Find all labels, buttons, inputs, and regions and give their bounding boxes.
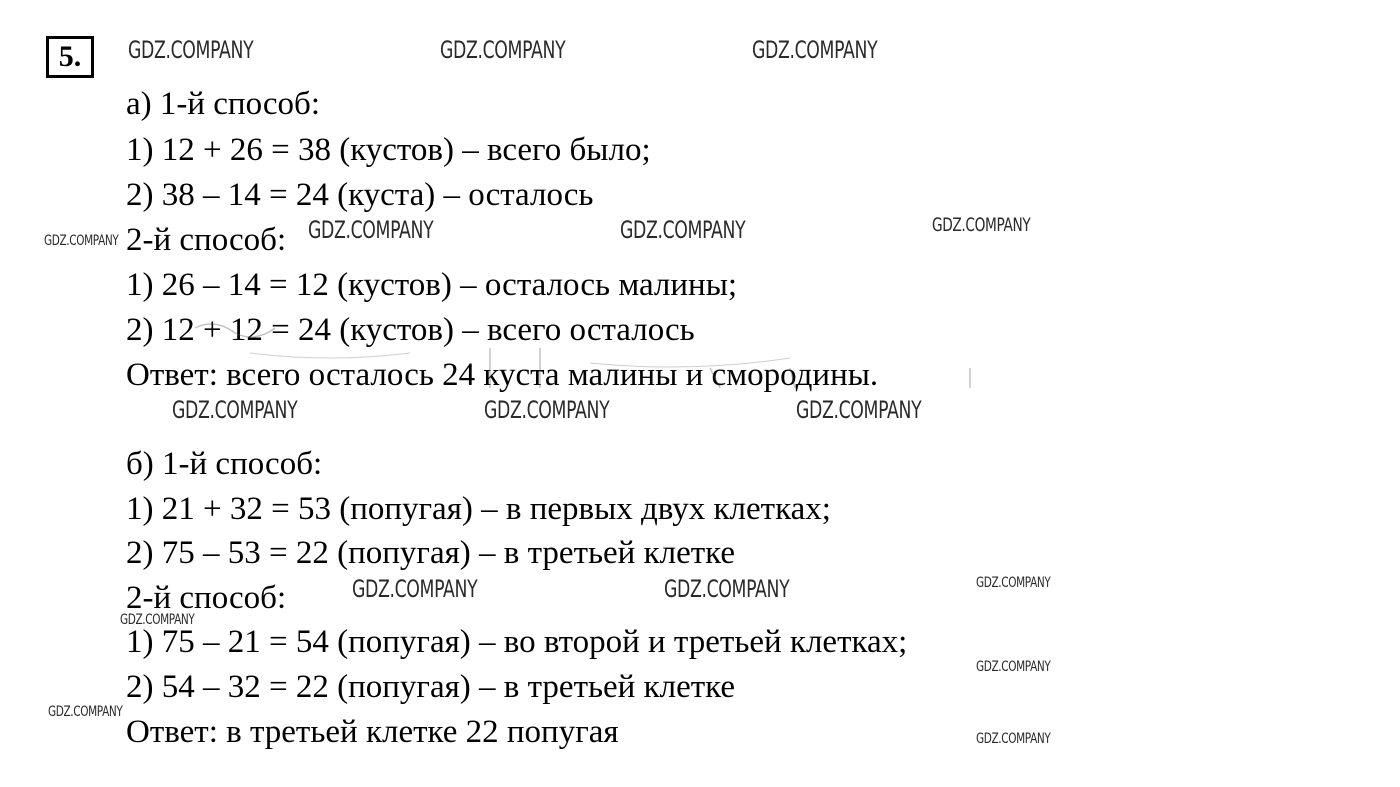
part-a-method2-step1: 1) 26 – 14 = 12 (кустов) – осталось малины;: [126, 267, 738, 303]
watermark: GDZ.COMPANY: [484, 396, 610, 424]
part-a-method2-step2: 2) 12 + 12 = 24 (кустов) – всего осталось: [126, 312, 695, 348]
part-a-method1-step2: 2) 38 – 14 = 24 (куста) – осталось: [126, 177, 594, 213]
part-a-method1-header: а) 1-й способ:: [126, 86, 321, 122]
watermark: GDZ.COMPANY: [664, 575, 790, 603]
watermark: GDZ.COMPANY: [620, 216, 746, 244]
part-b-method2-step1: 1) 75 – 21 = 54 (попугая) – во второй и третьей клетках;: [126, 624, 908, 660]
handwriting-ghost: [190, 308, 980, 388]
watermark: GDZ.COMPANY: [796, 396, 922, 424]
part-a-method2-header: 2-й способ:: [126, 222, 287, 258]
part-b-method2-header: 2-й способ:: [126, 580, 287, 616]
watermark: GDZ.COMPANY: [976, 575, 1051, 591]
part-b-answer: Ответ: в третьей клетке 22 попугая: [126, 714, 619, 750]
watermark: GDZ.COMPANY: [932, 214, 1031, 236]
part-b-method1-header: б) 1-й способ:: [126, 446, 323, 482]
watermark: GDZ.COMPANY: [976, 659, 1051, 675]
watermark: GDZ.COMPANY: [44, 233, 119, 249]
watermark: GDZ.COMPANY: [308, 216, 434, 244]
watermark: GDZ.COMPANY: [172, 396, 298, 424]
watermark: GDZ.COMPANY: [120, 612, 195, 628]
task-number-box: [46, 36, 94, 78]
part-b-method2-step2: 2) 54 – 32 = 22 (попугая) – в третьей клетке: [126, 669, 736, 705]
watermark: GDZ.COMPANY: [976, 731, 1051, 747]
part-b-method1-step2: 2) 75 – 53 = 22 (попугая) – в третьей клетке: [126, 535, 736, 571]
part-a-method1-step1: 1) 12 + 26 = 38 (кустов) – всего было;: [126, 132, 651, 168]
watermark: GDZ.COMPANY: [352, 575, 478, 603]
task-number: 5.: [58, 40, 82, 73]
watermark: GDZ.COMPANY: [128, 36, 254, 64]
part-b-method1-step1: 1) 21 + 32 = 53 (попугая) – в первых двух клетках;: [126, 491, 831, 527]
watermark: GDZ.COMPANY: [752, 36, 878, 64]
watermark: GDZ.COMPANY: [440, 36, 566, 64]
watermark: GDZ.COMPANY: [48, 704, 123, 720]
part-a-answer: Ответ: всего осталось 24 куста малины и смородины.: [126, 357, 879, 393]
